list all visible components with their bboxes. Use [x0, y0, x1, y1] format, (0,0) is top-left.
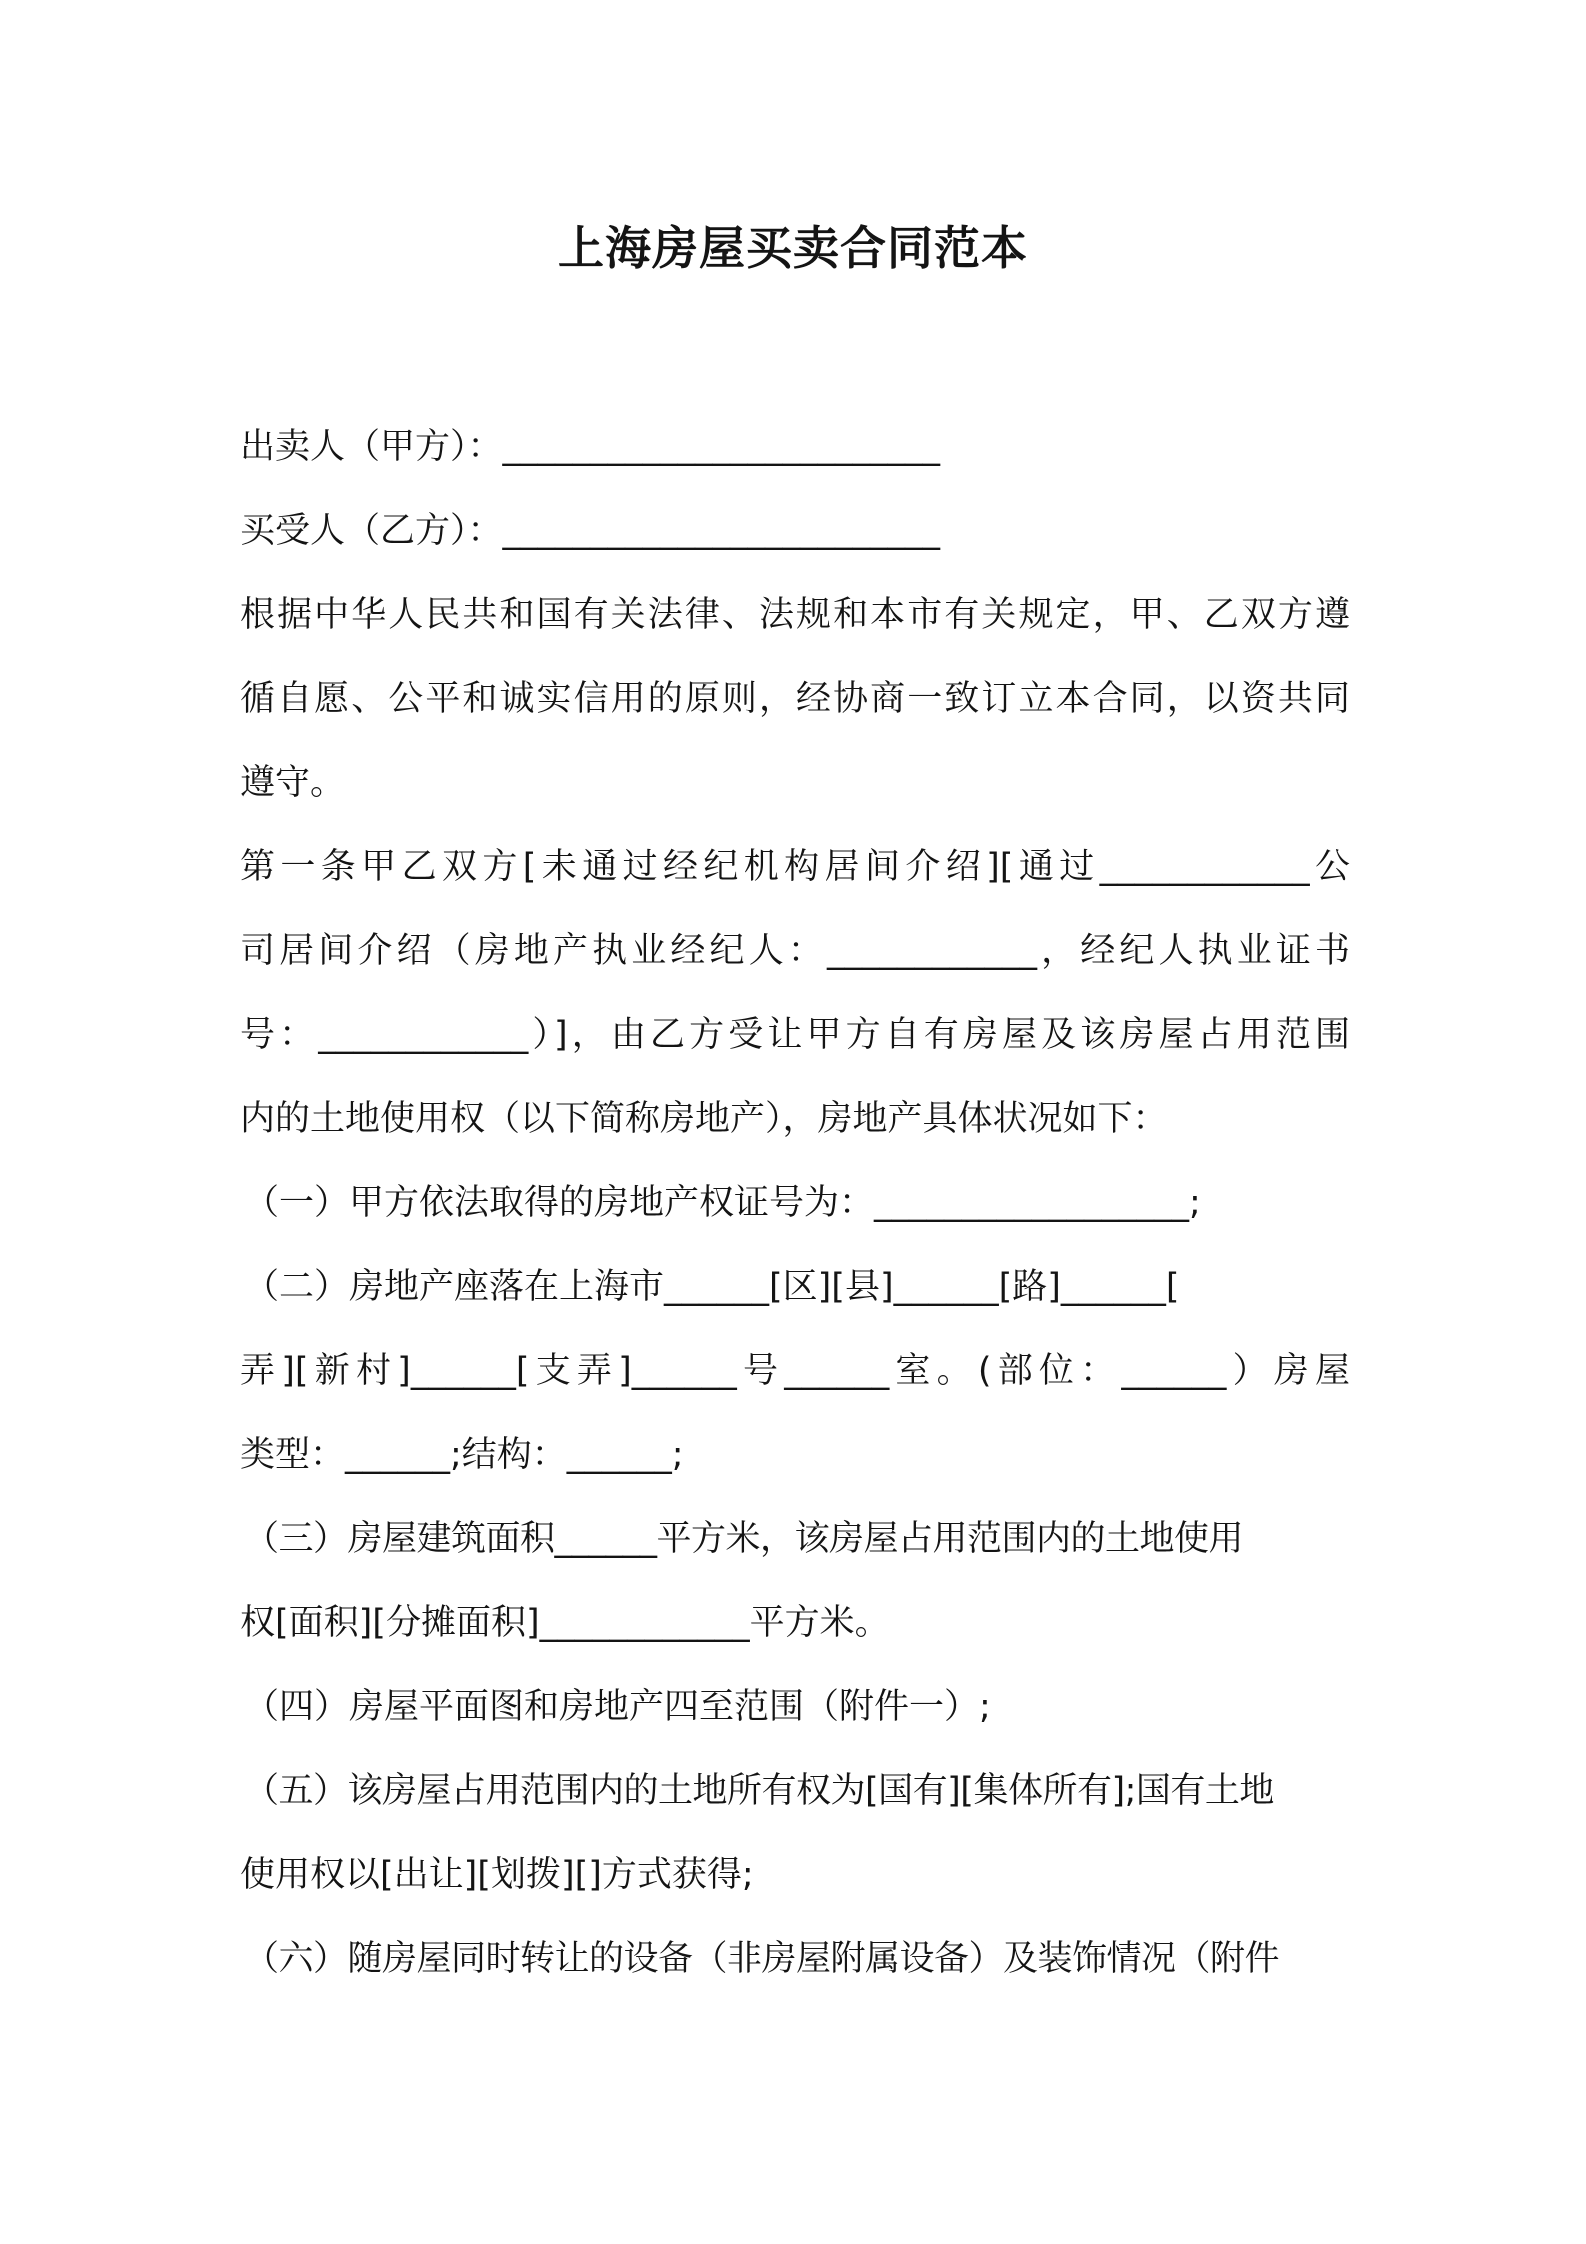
preamble-line-3: 遵守。 — [240, 763, 346, 803]
preamble-line-2: 循自愿、公平和诚实信用的原则，经协商一致订立本合同，以资共同 — [240, 679, 1350, 719]
item-5-line-1: （五）该房屋占用范围内的土地所有权为[国有][集体所有];国有土地 — [244, 1771, 1274, 1811]
article-1-line-3: 号：____________）]，由乙方受让甲方自有房屋及该房屋占用范围 — [240, 1015, 1350, 1055]
document-title: 上海房屋买卖合同范本 — [558, 221, 1028, 275]
item-4-line: （四）房屋平面图和房地产四至范围（附件一）; — [244, 1687, 991, 1727]
item-1-line: （一）甲方依法取得的房地产权证号为：__________________; — [244, 1183, 1201, 1223]
preamble-line-1: 根据中华人民共和国有关法律、法规和本市有关规定，甲、乙双方遵 — [240, 595, 1350, 635]
item-2-line-1: （二）房地产座落在上海市______[区][县]______[路]______[ — [244, 1267, 1180, 1307]
buyer-line: 买受人（乙方）：_________________________ — [240, 511, 941, 551]
item-6-line-1: （六）随房屋同时转让的设备（非房屋附属设备）及装饰情况（附件 — [244, 1939, 1280, 1979]
document-body — [240, 405, 1350, 2001]
item-2-line-2: 弄][新村]______[支弄]______号______室。(部位：______）房屋 — [240, 1351, 1350, 1391]
item-2-line-3: 类型：______;结构：______; — [240, 1435, 684, 1475]
article-1-line-2: 司居间介绍（房地产执业经纪人：____________，经纪人执业证书 — [240, 931, 1350, 971]
article-1-line-4: 内的土地使用权（以下简称房地产），房地产具体状况如下： — [240, 1099, 1168, 1139]
item-3-line-1: （三）房屋建筑面积______平方米，该房屋占用范围内的土地使用 — [244, 1519, 1244, 1559]
article-1-line-1: 第一条甲乙双方[未通过经纪机构居间介绍][通过____________公 — [240, 847, 1350, 887]
item-3-line-2: 权[面积][分摊面积]____________平方米。 — [240, 1603, 890, 1643]
seller-line: 出卖人（甲方）：_________________________ — [240, 427, 941, 467]
item-5-line-2: 使用权以[出让][划拨][]方式获得; — [240, 1855, 754, 1895]
